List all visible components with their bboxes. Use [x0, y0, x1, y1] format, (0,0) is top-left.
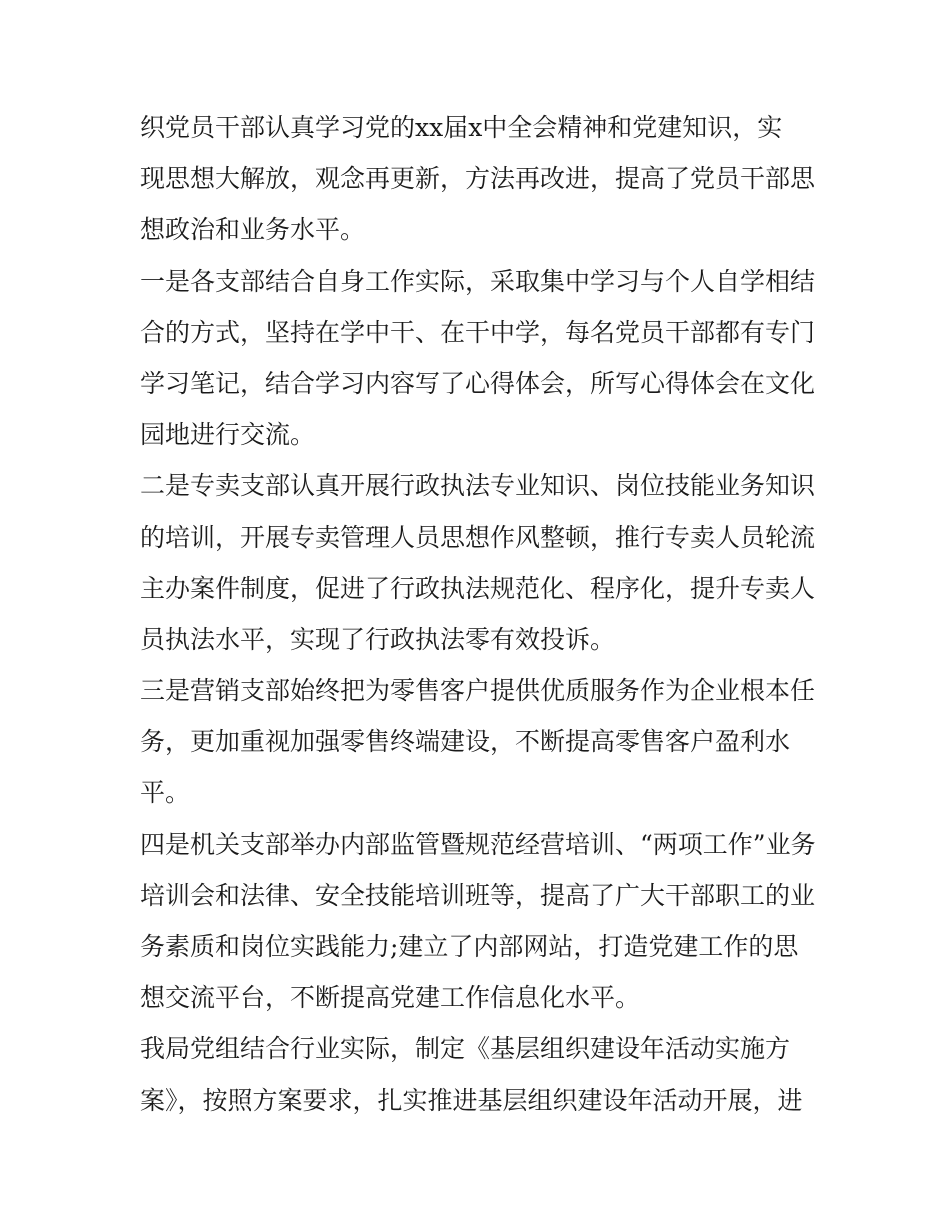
text-line: 员执法水平，实现了行政执法零有效投诉。	[140, 624, 616, 654]
text-line: 想政治和业务水平。	[140, 215, 366, 245]
text-line: 主办案件制度，促进了行政执法规范化、程序化，提升专卖人	[140, 573, 816, 603]
text-line: 想交流平台，不断提高党建工作信息化水平。	[140, 983, 641, 1013]
text-line: 我局党组结合行业实际，制定《基层组织建设年活动实施方	[140, 1034, 791, 1064]
text-line: 二是专卖支部认真开展行政执法专业知识、岗位技能业务知识	[140, 471, 816, 501]
text-line: 平。	[140, 778, 191, 808]
text-line: 园地进行交流。	[140, 420, 316, 450]
text-line: 的培训，开展专卖管理人员思想作风整顿，推行专卖人员轮流	[140, 522, 816, 552]
text-line: 三是营销支部始终把为零售客户提供优质服务作为企业根本任	[140, 676, 816, 706]
text-line: 四是机关支部举办内部监管暨规范经营培训、“两项工作”业务	[140, 829, 816, 859]
text-line: 务素质和岗位实践能力;建立了内部网站，打造党建工作的思	[140, 932, 799, 961]
text-line: 合的方式，坚持在学中干、在干中学，每名党员干部都有专门	[140, 317, 816, 347]
text-line: 学习笔记，结合学习内容写了心得体会，所写心得体会在文化	[140, 368, 816, 398]
text-line: 务，更加重视加强零售终端建设，不断提高零售客户盈利水	[140, 727, 791, 757]
text-line: 一是各支部结合自身工作实际，采取集中学习与个人自学相结	[140, 266, 816, 296]
document-body	[140, 102, 820, 1126]
text-line: 培训会和法律、安全技能培训班等，提高了广大干部职工的业	[140, 880, 816, 910]
text-line: 案》，按照方案要求，扎实推进基层组织建设年活动开展，进	[140, 1085, 803, 1115]
text-line: 现思想大解放，观念再更新，方法再改进，提高了党员干部思	[140, 164, 816, 194]
text-line: 织党员干部认真学习党的xx届x中全会精神和党建知识，实	[140, 113, 783, 142]
